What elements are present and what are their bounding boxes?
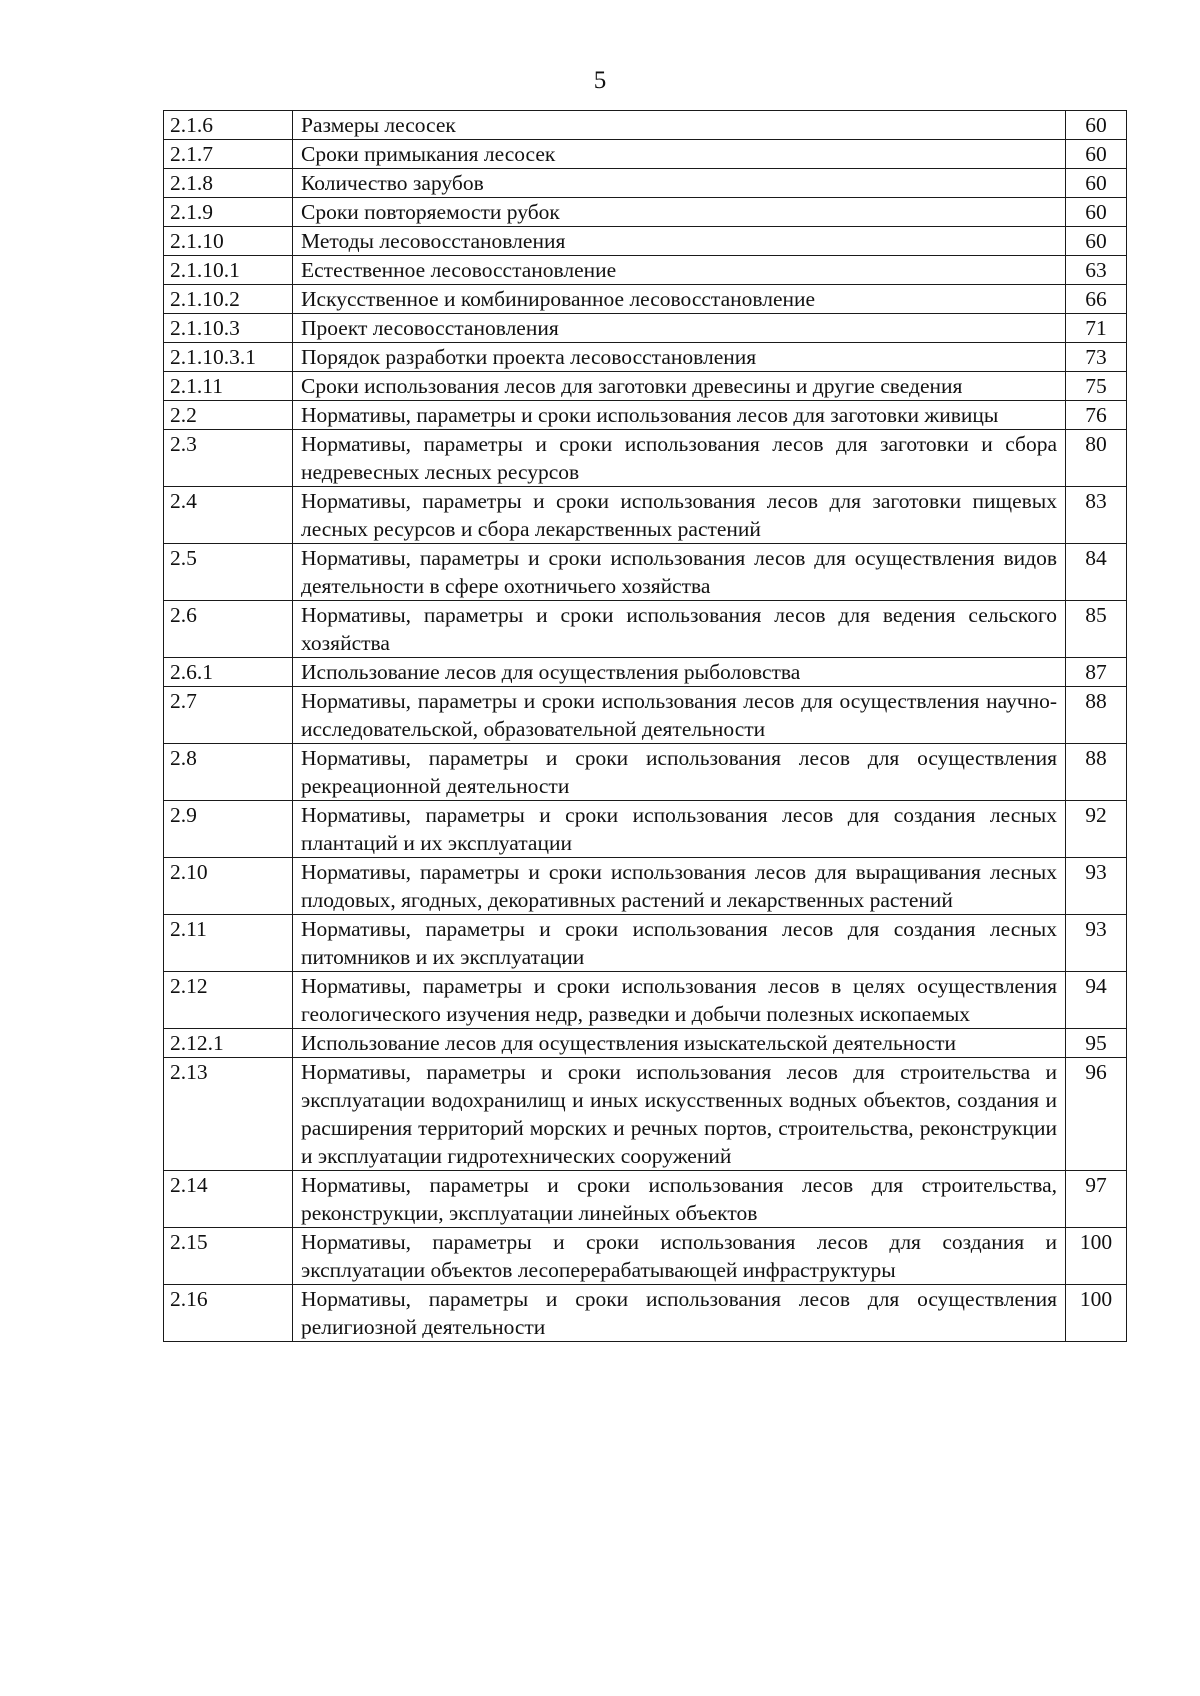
toc-row: [164, 140, 1127, 169]
toc-row: [164, 256, 1127, 285]
page-ref: 60: [1066, 140, 1127, 169]
section-number: 2.4: [164, 487, 293, 544]
section-title: Естественное лесовосстановление: [293, 256, 1066, 285]
section-title: Размеры лесосек: [293, 111, 1066, 140]
section-title: Проект лесовосстановления: [293, 314, 1066, 343]
section-title: Нормативы, параметры и сроки использования лесов для заготовки живицы: [293, 401, 1066, 430]
section-number: 2.1.11: [164, 372, 293, 401]
page-ref: 96: [1066, 1058, 1127, 1171]
section-title: Нормативы, параметры и сроки использования лесов для заготовки пищевых лесных ресурсов и сбора лекарственных растений: [293, 487, 1066, 544]
toc-row: [164, 1171, 1127, 1228]
section-number: 2.6.1: [164, 658, 293, 687]
toc-row: [164, 1058, 1127, 1171]
page-ref: 60: [1066, 227, 1127, 256]
section-number: 2.15: [164, 1228, 293, 1285]
page-ref: 83: [1066, 487, 1127, 544]
section-title: Нормативы, параметры и сроки использования лесов в целях осуществления геологического изучения недр, разведки и добычи полезных ископаемых: [293, 972, 1066, 1029]
section-title: Использование лесов для осуществления рыболовства: [293, 658, 1066, 687]
section-title: Использование лесов для осуществления изыскательской деятельности: [293, 1029, 1066, 1058]
page-ref: 60: [1066, 198, 1127, 227]
toc-row: [164, 227, 1127, 256]
section-title: Нормативы, параметры и сроки использования лесов для ведения сельского хозяйства: [293, 601, 1066, 658]
section-number: 2.1.10: [164, 227, 293, 256]
section-number: 2.12.1: [164, 1029, 293, 1058]
toc-row: [164, 343, 1127, 372]
toc-row: [164, 372, 1127, 401]
section-title: Нормативы, параметры и сроки использования лесов для осуществления видов деятельности в сфере охотничьего хозяйства: [293, 544, 1066, 601]
toc-row: [164, 544, 1127, 601]
page-ref: 95: [1066, 1029, 1127, 1058]
section-number: 2.1.10.2: [164, 285, 293, 314]
section-number: 2.3: [164, 430, 293, 487]
toc-row: [164, 487, 1127, 544]
section-number: 2.6: [164, 601, 293, 658]
page-ref: 93: [1066, 915, 1127, 972]
page-ref: 97: [1066, 1171, 1127, 1228]
section-number: 2.10: [164, 858, 293, 915]
section-number: 2.11: [164, 915, 293, 972]
section-number: 2.9: [164, 801, 293, 858]
page-ref: 71: [1066, 314, 1127, 343]
section-title: Нормативы, параметры и сроки использования лесов для осуществления рекреационной деятельности: [293, 744, 1066, 801]
toc-row: [164, 285, 1127, 314]
page-ref: 76: [1066, 401, 1127, 430]
section-title: Нормативы, параметры и сроки использования лесов для осуществления научно-исследовательской, образовательной деятельности: [293, 687, 1066, 744]
page-ref: 85: [1066, 601, 1127, 658]
section-number: 2.1.6: [164, 111, 293, 140]
toc-row: [164, 658, 1127, 687]
page-ref: 60: [1066, 111, 1127, 140]
toc-row: [164, 744, 1127, 801]
page-ref: 60: [1066, 169, 1127, 198]
section-number: 2.2: [164, 401, 293, 430]
toc-row: [164, 198, 1127, 227]
section-number: 2.7: [164, 687, 293, 744]
toc-row: [164, 687, 1127, 744]
section-number: 2.1.9: [164, 198, 293, 227]
section-title: Нормативы, параметры и сроки использования лесов для заготовки и сбора недревесных лесных ресурсов: [293, 430, 1066, 487]
page-ref: 94: [1066, 972, 1127, 1029]
page-ref: 75: [1066, 372, 1127, 401]
toc-row: [164, 915, 1127, 972]
toc-row: [164, 858, 1127, 915]
section-title: Сроки использования лесов для заготовки древесины и другие сведения: [293, 372, 1066, 401]
section-number: 2.1.8: [164, 169, 293, 198]
page-ref: 87: [1066, 658, 1127, 687]
toc-row: [164, 1029, 1127, 1058]
page-ref: 92: [1066, 801, 1127, 858]
page-ref: 100: [1066, 1285, 1127, 1342]
section-number: 2.1.10.3: [164, 314, 293, 343]
section-number: 2.1.10.1: [164, 256, 293, 285]
section-title: Сроки примыкания лесосек: [293, 140, 1066, 169]
toc-row: [164, 1228, 1127, 1285]
section-title: Методы лесовосстановления: [293, 227, 1066, 256]
toc-row: [164, 1285, 1127, 1342]
page-ref: 63: [1066, 256, 1127, 285]
section-title: Искусственное и комбинированное лесовосстановление: [293, 285, 1066, 314]
section-title: Нормативы, параметры и сроки использования лесов для создания лесных плантаций и их эксплуатации: [293, 801, 1066, 858]
section-title: Нормативы, параметры и сроки использования лесов для строительства, реконструкции, эксплуатации линейных объектов: [293, 1171, 1066, 1228]
page-ref: 93: [1066, 858, 1127, 915]
section-title: Количество зарубов: [293, 169, 1066, 198]
toc-row: [164, 972, 1127, 1029]
toc-body: [164, 111, 1127, 1342]
toc-row: [164, 430, 1127, 487]
toc-row: [164, 401, 1127, 430]
section-title: Нормативы, параметры и сроки использования лесов для создания и эксплуатации объектов лесоперерабатывающей инфраструктуры: [293, 1228, 1066, 1285]
section-title: Нормативы, параметры и сроки использования лесов для строительства и эксплуатации водохранилищ и иных искусственных водных объектов, создания и расширения территорий морских и речных портов, строительства, реконструкции и эксплуатации гидротехнических сооружений: [293, 1058, 1066, 1171]
toc-row: [164, 801, 1127, 858]
page-ref: 88: [1066, 744, 1127, 801]
section-title: Нормативы, параметры и сроки использования лесов для выращивания лесных плодовых, ягодных, декоративных растений и лекарственных растений: [293, 858, 1066, 915]
toc-row: [164, 169, 1127, 198]
page-number: 5: [593, 67, 607, 94]
section-title: Нормативы, параметры и сроки использования лесов для осуществления религиозной деятельности: [293, 1285, 1066, 1342]
page-ref: 66: [1066, 285, 1127, 314]
section-number: 2.13: [164, 1058, 293, 1171]
page-ref: 100: [1066, 1228, 1127, 1285]
table-of-contents: [163, 110, 1127, 1342]
section-number: 2.12: [164, 972, 293, 1029]
section-number: 2.16: [164, 1285, 293, 1342]
page-ref: 84: [1066, 544, 1127, 601]
section-number: 2.1.7: [164, 140, 293, 169]
section-title: Нормативы, параметры и сроки использования лесов для создания лесных питомников и их эксплуатации: [293, 915, 1066, 972]
section-title: Порядок разработки проекта лесовосстановления: [293, 343, 1066, 372]
page-ref: 73: [1066, 343, 1127, 372]
section-number: 2.1.10.3.1: [164, 343, 293, 372]
toc-row: [164, 601, 1127, 658]
section-number: 2.5: [164, 544, 293, 601]
page-ref: 88: [1066, 687, 1127, 744]
section-title: Сроки повторяемости рубок: [293, 198, 1066, 227]
section-number: 2.14: [164, 1171, 293, 1228]
section-number: 2.8: [164, 744, 293, 801]
toc-row: [164, 314, 1127, 343]
page-ref: 80: [1066, 430, 1127, 487]
toc-row: [164, 111, 1127, 140]
